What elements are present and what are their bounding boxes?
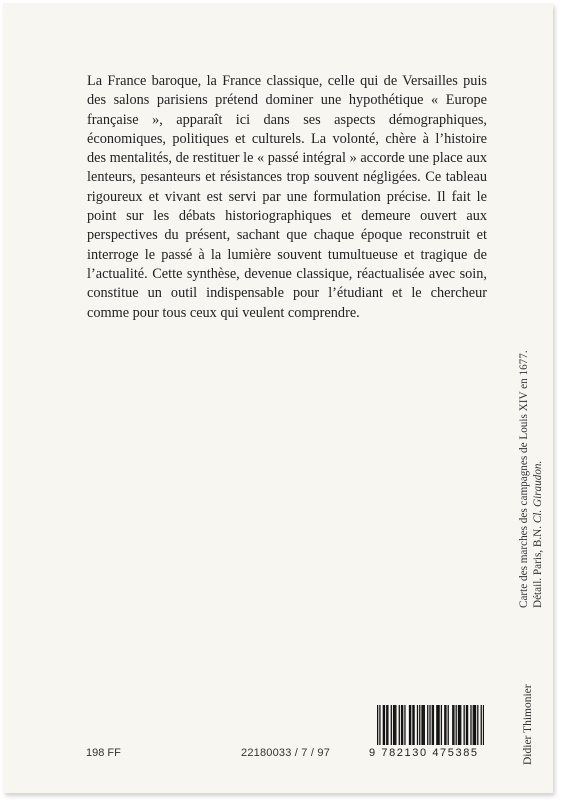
- barcode-bar: [474, 705, 475, 745]
- credit-line-2: [532, 292, 546, 608]
- barcode-bar: [467, 705, 468, 745]
- credit-source: Détail. Paris, B.N.: [531, 523, 544, 608]
- barcode-bar: [424, 705, 425, 745]
- barcode-bar: [441, 705, 442, 745]
- barcode-bar: [464, 705, 465, 745]
- barcode-bar: [483, 705, 484, 745]
- barcode-bar: [477, 705, 478, 745]
- barcode-bar: [421, 705, 422, 745]
- barcode-bar: [393, 705, 394, 745]
- barcode-bar: [402, 705, 403, 745]
- barcode-bar: [409, 705, 410, 745]
- barcode-bar: [404, 705, 405, 745]
- catalog-code: 22180033 / 7 / 97: [241, 747, 331, 759]
- barcode-bar: [399, 705, 400, 745]
- credit-line-1: Carte des marches des campagnes de Louis XIV en 1677.: [518, 350, 530, 608]
- barcode-bar: [383, 705, 384, 745]
- barcode-bar: [394, 705, 395, 745]
- barcode-bar: [401, 705, 402, 745]
- barcode-bar: [436, 705, 437, 745]
- barcode-bar: [413, 705, 414, 745]
- barcode-bar: [429, 705, 430, 745]
- barcode-bar: [452, 705, 453, 745]
- barcode-bar: [448, 705, 449, 745]
- barcode-bar: [379, 705, 380, 745]
- barcode-bar: [466, 705, 467, 745]
- barcode-bar: [459, 705, 460, 745]
- barcode-bar: [410, 705, 411, 745]
- barcode-bar: [412, 705, 413, 745]
- isbn-number: 9 782130 475385: [369, 747, 479, 759]
- credit-photographer: Cl. Giraudon.: [531, 460, 544, 524]
- barcode-bar: [437, 705, 438, 745]
- author-name: Didier Thimonier: [522, 684, 534, 765]
- back-cover-blurb: [87, 72, 487, 323]
- barcode-bar: [470, 705, 471, 745]
- barcode-bar: [377, 705, 378, 745]
- barcode-bar: [475, 705, 476, 745]
- barcode-bar: [423, 705, 424, 745]
- barcode-bar: [460, 705, 461, 745]
- barcode-bar: [444, 705, 445, 745]
- barcode-bar: [391, 705, 392, 745]
- barcode-bar: [419, 705, 420, 745]
- barcode-bar: [417, 705, 418, 745]
- illustration-credit: [518, 292, 545, 608]
- blurb-text: La France baroque, la France classique, celle qui de Versailles puis des salons parisiens prétend dominer une hypothétique « Europe française », apparaît ici dans ses aspects démographiques, économiques, politiques et culturels. La volonté, chère à l’histoire des mentalités, de restituer le « passé intégral » accorde une place aux lenteurs, pesanteurs et résistances trop souvent négligées. Ce tableau rigoureux et vivant est servi par une formulation précise. Il fait le point sur les débats historiographiques et demeure ouvert aux perspectives du présent, sachant que chaque époque reconstruit et interroge le passé à la lumière souvent tumultueuse et tragique de l’actualité. Cette synthèse, devenue classique, réactualisée avec soin, constitue un outil indispensable pour l’étudiant et le chercheur comme pour tous ceux qui veulent comprendre.: [87, 73, 487, 321]
- barcode-bar: [386, 705, 387, 745]
- barcode-bar: [481, 705, 482, 745]
- barcode-bar: [384, 705, 385, 745]
- barcode-bar: [395, 705, 396, 745]
- barcode-bar: [445, 705, 446, 745]
- barcode-bar: [456, 705, 457, 745]
- barcode-bar: [433, 705, 434, 745]
- barcode-bar: [453, 705, 454, 745]
- barcode-bar: [387, 705, 388, 745]
- barcode-bar: [458, 705, 459, 745]
- barcode-bar: [473, 705, 474, 745]
- barcode-bar: [427, 705, 428, 745]
- barcode-bar: [438, 705, 439, 745]
- barcode-bars: [377, 705, 484, 745]
- barcode-bar: [432, 705, 433, 745]
- price-label: 198 FF: [86, 747, 121, 759]
